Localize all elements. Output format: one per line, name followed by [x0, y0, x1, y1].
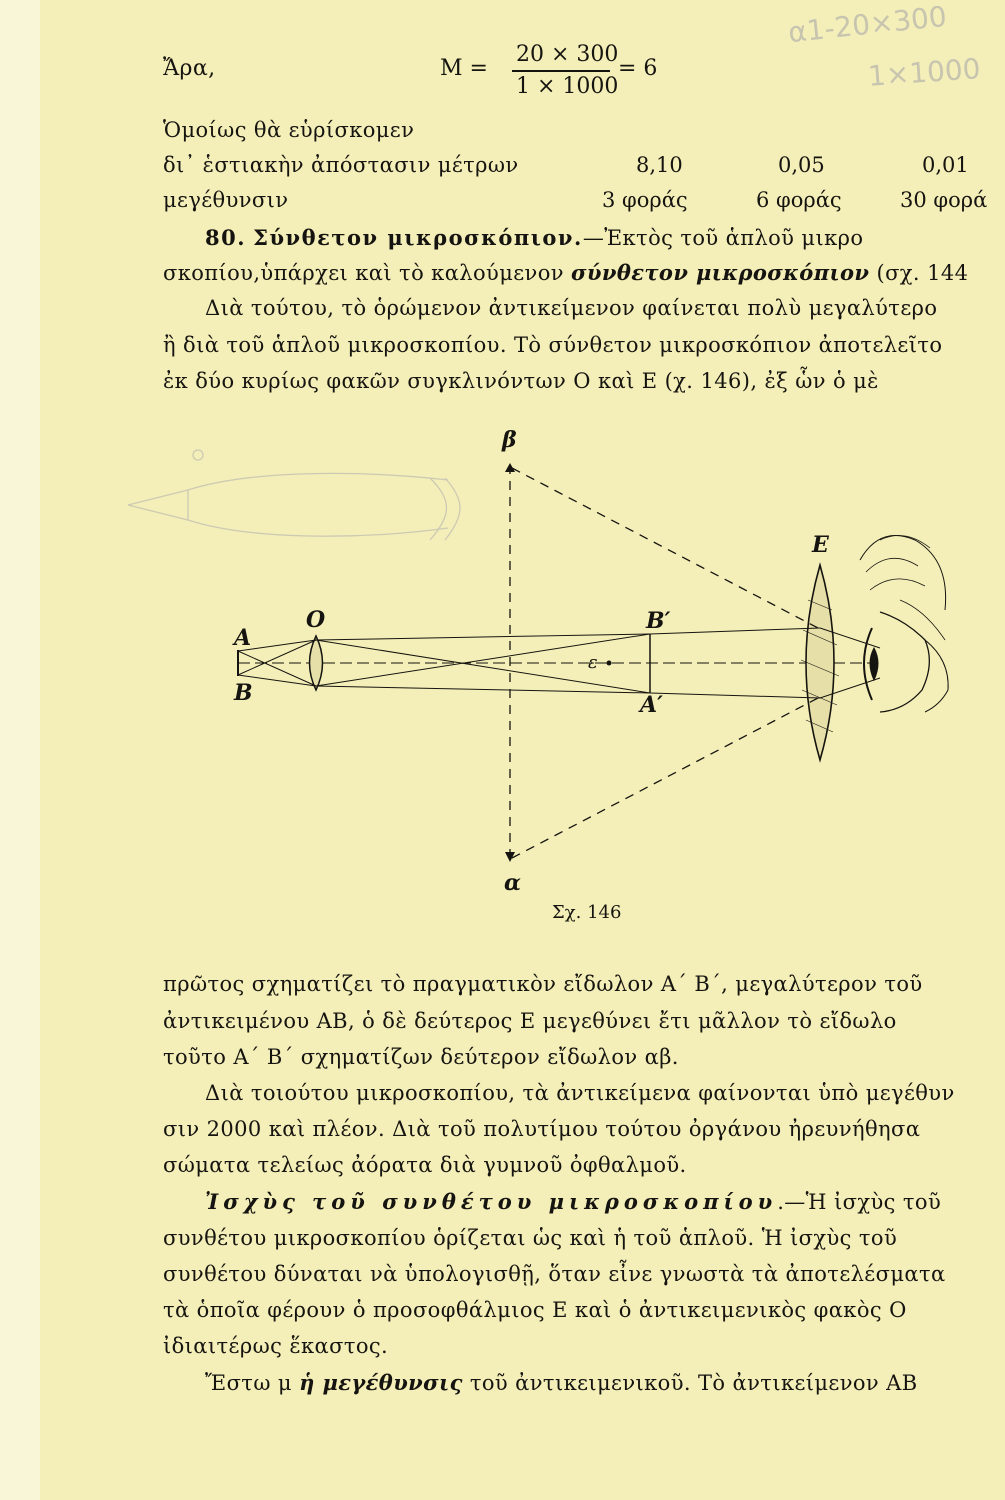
- focal-point-epsilon: [607, 661, 612, 666]
- para4-line-2: συνθέτου μικροσκοπίου ὁρίζεται ὡς καὶ ἡ τοῦ ἁπλοῦ. Ἡ ἰσχὺς τοῦ: [163, 1226, 898, 1250]
- section-number: 80.: [205, 225, 247, 250]
- para3-line-3: σώματα τελείως ἀόρατα διὰ γυμνοῦ ὀφθαλμοῦ.: [163, 1153, 687, 1177]
- table-intro: Ὁμοίως θὰ εὑρίσκομεν: [163, 118, 415, 142]
- table-row2-value-1: 3 φοράς: [602, 188, 688, 212]
- para3-line-2: σιν 2000 καὶ πλέον. Διὰ τοῦ πολυτίμου τούτου ὀργάνου ἠρευνήθησα: [163, 1117, 921, 1141]
- label-epsilon: ε: [588, 652, 598, 673]
- para5-text-c: τοῦ ἀντικειμενικοῦ. Τὸ ἀντικείμενον ΑΒ: [469, 1371, 918, 1395]
- section-line-5: ἐκ δύο κυρίως φακῶν συγκλινόντων Ο καὶ Ε (χ. 146), ἐξ ὧν ὁ μὲ: [163, 369, 879, 393]
- term-magnification: ἡ μεγέθυνσις: [299, 1370, 463, 1395]
- arrow-beta: [505, 463, 515, 472]
- para4-line-4: τὰ ὁποῖα φέρουν ὁ προσοφθάλμιος Ε καὶ ὁ ἀντικειμενικὸς φακὸς Ο: [163, 1298, 907, 1322]
- para2-line-3: τοῦτο Α΄ Β΄ σχηματίζων δεύτερον εἴδωλον αβ.: [163, 1045, 679, 1069]
- label-b: B: [234, 680, 253, 706]
- pencil-note-formula: α1-20×300: [786, 0, 949, 50]
- table-row1-value-1: 8,10: [636, 153, 683, 177]
- term-compound-microscope: σύνθετον μικροσκόπιον: [571, 260, 870, 285]
- objective-lens: [310, 636, 323, 690]
- para2-line-2: ἀντικειμένου ΑΒ, ὁ δὲ δεύτερος Ε μεγεθύνει ἔτι μᾶλλον τὸ εἴδωλο: [163, 1009, 897, 1033]
- table-row1-label: δι᾽ ἑστιακὴν ἀπόστασιν μέτρων: [163, 153, 519, 177]
- label-a-prime: A′: [640, 692, 663, 718]
- para3-line-1: Διὰ τοιούτου μικροσκοπίου, τὰ ἀντικείμενα φαίνονται ὑπὸ μεγέθυν: [205, 1081, 955, 1105]
- label-b-prime: B′: [646, 608, 671, 634]
- para5-text-a: Ἔστω μ: [205, 1371, 292, 1395]
- section-title: Σύνθετον μικροσκόπιον.: [253, 225, 583, 250]
- label-a: A: [234, 625, 252, 651]
- formula-denominator: 1 × 1000: [516, 74, 619, 99]
- para4-line-1: [205, 1189, 941, 1214]
- pencil-note-denominator: 1×1000: [866, 52, 982, 93]
- table-row1-value-3: 0,01: [922, 153, 969, 177]
- section-line2-ref: (σχ. 144: [876, 261, 969, 285]
- section-line1-rest: —Ἐκτὸς τοῦ ἁπλοῦ μικρο: [582, 226, 864, 250]
- eye-drawing: [860, 536, 948, 713]
- section-line-4: ἢ διὰ τοῦ ἁπλοῦ μικροσκοπίου. Τὸ σύνθετον μικροσκόπιον ἀποτελεῖτο: [163, 333, 943, 357]
- label-alpha: α: [504, 870, 521, 896]
- formula-numerator: 20 × 300: [516, 42, 619, 67]
- section-line2-text: σκοπίου,ὑπάρχει καὶ τὸ καλούμενον: [163, 261, 564, 285]
- label-beta: β: [502, 427, 517, 453]
- figure-caption: Σχ. 146: [552, 902, 622, 923]
- section-line-3: Διὰ τούτου, τὸ ὁρώμενον ἀντικείμενον φαίνεται πολὺ μεγαλύτερο: [205, 296, 938, 320]
- para4-line-3: συνθέτου δύναται νὰ ὑπολογισθῇ, ὅταν εἶνε γνωστὰ τὰ ἀποτελέσματα: [163, 1262, 946, 1286]
- formula-result: = 6: [618, 56, 658, 81]
- table-row1-value-2: 0,05: [778, 153, 825, 177]
- formula-lead: Ἄρα,: [163, 56, 216, 81]
- para4-line1-rest: .—Ἡ ἰσχὺς τοῦ: [777, 1190, 942, 1214]
- para5-line-1: [205, 1370, 918, 1395]
- label-o: O: [306, 607, 326, 633]
- table-row2-label: μεγέθυνσιν: [163, 188, 289, 212]
- table-row2-value-3: 30 φορά: [900, 188, 988, 212]
- formula-lhs: M =: [440, 56, 488, 81]
- label-e: E: [812, 532, 829, 558]
- pencil-sketch: [128, 450, 460, 540]
- para4-line-5: ἰδιαιτέρως ἕκαστος.: [163, 1334, 389, 1358]
- para2-line-1: πρῶτος σχηματίζει τὸ πραγματικὸν εἴδωλον Α΄ Β΄, μεγαλύτερον τοῦ: [163, 972, 923, 996]
- table-row2-value-2: 6 φοράς: [756, 188, 842, 212]
- subheading-compound-power: Ἰσχὺς τοῦ συνθέτου μικροσκοπίου: [205, 1189, 778, 1214]
